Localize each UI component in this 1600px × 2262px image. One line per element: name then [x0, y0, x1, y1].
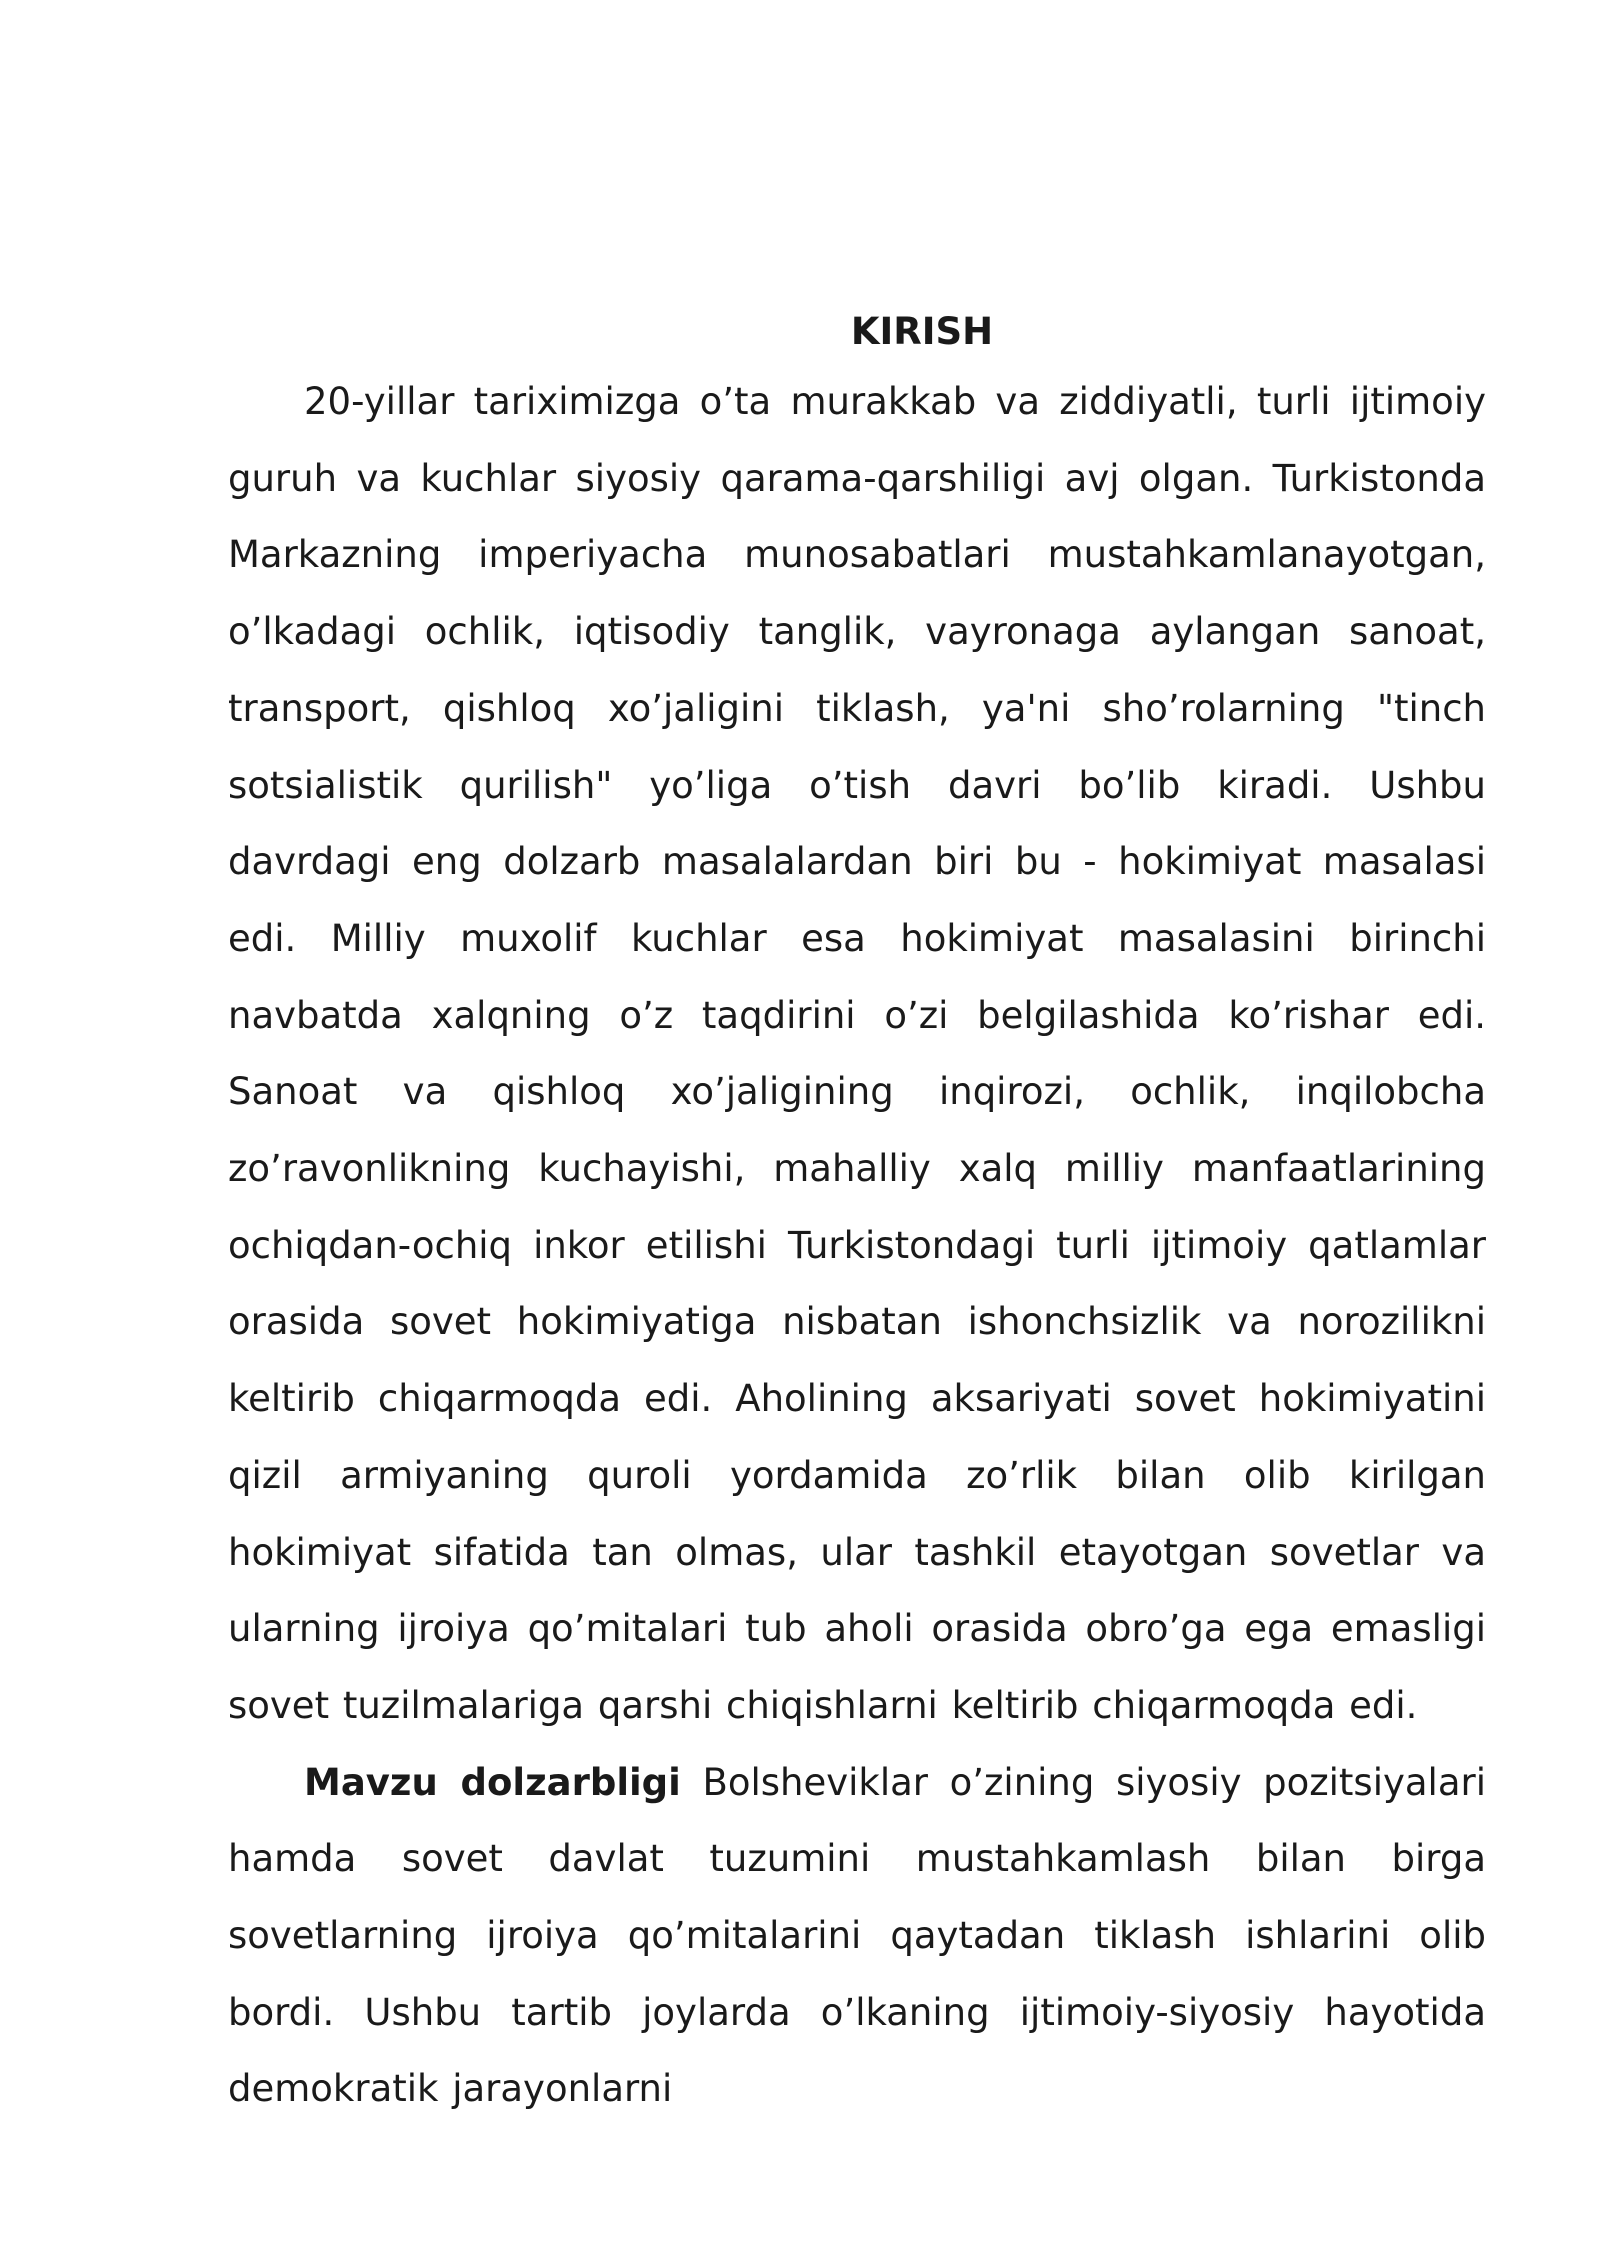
paragraph-relevance: [228, 1745, 1486, 2129]
relevance-text: Bolsheviklar o’zining siyosiy pozitsiyalari hamda sovet davlat tuzumini mustahkamlash bilan birga sovetlarning ijroiya qo’mitalarini qaytadan tiklash ishlarini olib bordi. Ushbu tartib joylarda o’lkaning ijtimoiy-siyosiy hayotida demokratik jarayonlarni: [228, 1760, 1486, 2111]
page-title: KIRISH: [850, 310, 994, 353]
relevance-heading: Mavzu dolzarbligi: [304, 1760, 681, 1804]
paragraph-intro: 20-yillar tariximizga o’ta murakkab va ziddiyatli, turli ijtimoiy guruh va kuchlar siyosiy qarama-qarshiligi avj olgan. Turkistonda Markazning imperiyacha munosabatlari mustahkamlanayotgan, o’lkadagi ochlik, iqtisodiy tanglik, vayronaga aylangan sanoat, transport, qishloq xo’jaligini tiklash, ya'ni sho’rolarning "tinch sotsialistik qurilish" yo’liga o’tish davri bo’lib kiradi. Ushbu davrdagi eng dolzarb masalalardan biri bu - hokimiyat masalasi edi. Milliy muxolif kuchlar esa hokimiyat masalasini birinchi navbatda xalqning o’z taqdirini o’zi belgilashida ko’rishar edi. Sanoat va qishloq xo’jaligining inqirozi, ochlik, inqilobcha zo’ravonlikning kuchayishi, mahalliy xalq milliy manfaatlarining ochiqdan-ochiq inkor etilishi Turkistondagi turli ijtimoiy qatlamlar orasida sovet hokimiyatiga nisbatan ishonchsizlik va norozilikni keltirib chiqarmoqda edi. Aholining aksariyati sovet hokimiyatini qizil armiyaning quroli yordamida zo’rlik bilan olib kirilgan hokimiyat sifatida tan olmas, ular tashkil etayotgan sovetlar va ularning ijroiya qo’mitalari tub aholi orasida obro’ga ega emasligi sovet tuzilmalariga qarshi chiqishlarni keltirib chiqarmoqda edi.: [228, 380, 1486, 1727]
document-page: [228, 300, 1486, 2128]
